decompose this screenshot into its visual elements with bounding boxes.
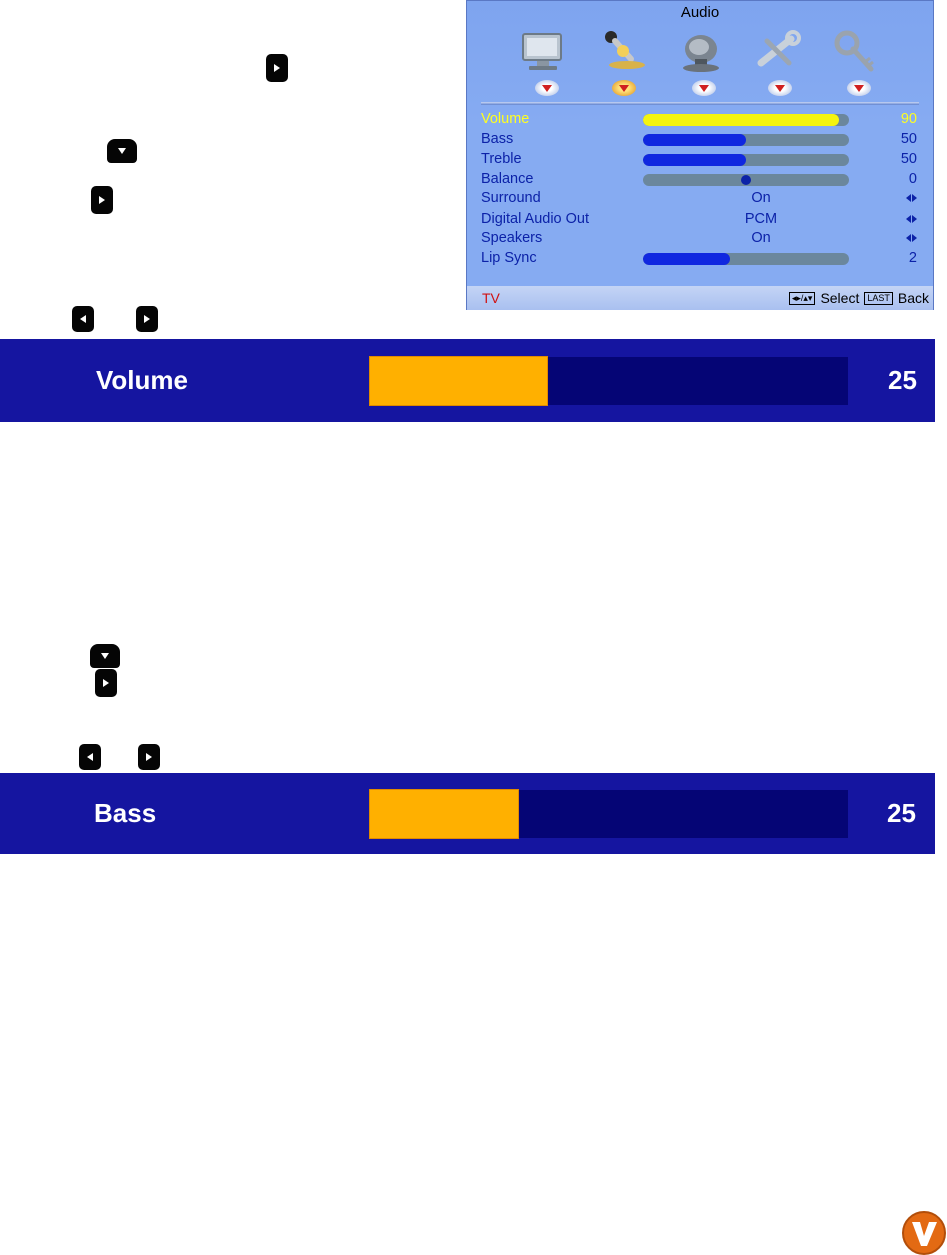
balance-track[interactable] — [643, 174, 849, 186]
row-option: On — [751, 230, 771, 246]
right-arrow-key-icon — [95, 669, 117, 697]
volume-bar-label: Volume — [96, 365, 188, 395]
balance-indicator — [741, 175, 751, 185]
row-label: Volume — [481, 111, 530, 127]
right-arrow-key-icon — [138, 744, 160, 770]
submenu-arrow-icon[interactable] — [692, 80, 716, 96]
row-value: 50 — [900, 151, 917, 167]
row-label: Balance — [481, 171, 534, 187]
bass-bar-track[interactable] — [370, 790, 848, 838]
row-label: Digital Audio Out — [481, 211, 590, 227]
row-value: 0 — [908, 171, 917, 187]
menu-row-bass[interactable] — [481, 130, 919, 150]
volume-bar-fill — [370, 357, 547, 405]
menu-icon-row — [507, 29, 907, 74]
row-value: 90 — [900, 111, 917, 127]
footer-hints — [789, 290, 929, 306]
row-label: Bass — [481, 131, 514, 147]
volume-bar-track[interactable] — [370, 357, 848, 405]
slider-fill — [643, 253, 730, 265]
parental-key-icon[interactable] — [829, 29, 881, 73]
slider-fill — [643, 114, 839, 126]
audio-menu-osd — [466, 0, 934, 310]
left-right-arrows-icon — [906, 215, 917, 223]
left-arrow-key-icon — [72, 306, 94, 332]
left-right-arrows-icon — [906, 194, 917, 202]
select-hint: Select — [820, 290, 860, 306]
row-option: PCM — [744, 211, 778, 227]
input-source-label: TV — [482, 290, 500, 306]
volume-bar-value: 25 — [888, 365, 917, 395]
menu-row-surround[interactable] — [481, 189, 919, 209]
right-arrow-key-icon — [91, 186, 113, 214]
menu-row-treble[interactable] — [481, 150, 919, 170]
slider-track[interactable] — [643, 114, 849, 126]
slider-fill — [643, 134, 746, 146]
brand-logo-icon — [901, 1209, 947, 1255]
slider-track[interactable] — [643, 154, 849, 166]
menu-divider — [481, 102, 919, 105]
bass-bar-label: Bass — [94, 798, 157, 828]
row-value: 2 — [908, 250, 917, 266]
menu-title: Audio — [680, 4, 720, 21]
down-arrow-key-icon — [90, 644, 120, 668]
menu-row-speakers[interactable] — [481, 229, 919, 249]
menu-row-balance[interactable] — [481, 170, 919, 190]
bass-bar-fill — [370, 790, 518, 838]
submenu-arrow-icon[interactable] — [612, 80, 636, 96]
submenu-arrow-icon[interactable] — [768, 80, 792, 96]
row-value: 50 — [900, 131, 917, 147]
left-arrow-key-icon — [79, 744, 101, 770]
down-arrow-key-icon — [107, 139, 137, 163]
slider-track[interactable] — [643, 253, 849, 265]
tv-satellite-icon[interactable] — [675, 29, 727, 73]
bass-adjust-bar — [0, 773, 935, 854]
last-key-icon: LAST — [864, 292, 893, 305]
menu-footer — [467, 286, 933, 310]
settings-wrench-icon[interactable] — [753, 29, 805, 73]
picture-icon[interactable] — [517, 29, 569, 73]
submenu-arrow-icon[interactable] — [847, 80, 871, 96]
slider-track[interactable] — [643, 134, 849, 146]
right-arrow-key-icon — [266, 54, 288, 82]
row-label: Lip Sync — [481, 250, 537, 266]
back-hint: Back — [897, 290, 929, 306]
row-label: Speakers — [481, 230, 543, 246]
left-right-arrows-icon — [906, 234, 917, 242]
volume-adjust-bar — [0, 339, 935, 422]
row-label: Treble — [481, 151, 522, 167]
menu-submenu-indicators — [527, 80, 897, 98]
bass-bar-value: 25 — [887, 798, 916, 828]
right-arrow-key-icon — [136, 306, 158, 332]
row-option: On — [751, 190, 771, 206]
slider-fill — [643, 154, 746, 166]
row-label: Surround — [481, 190, 541, 206]
menu-row-volume[interactable] — [481, 110, 919, 130]
menu-row-digital-audio-out[interactable] — [481, 210, 919, 230]
arrow-keys-icon: ◂▸/▴▾ — [789, 292, 816, 305]
submenu-arrow-icon[interactable] — [535, 80, 559, 96]
audio-microphone-icon[interactable] — [597, 29, 649, 73]
menu-row-lip-sync[interactable] — [481, 249, 919, 269]
